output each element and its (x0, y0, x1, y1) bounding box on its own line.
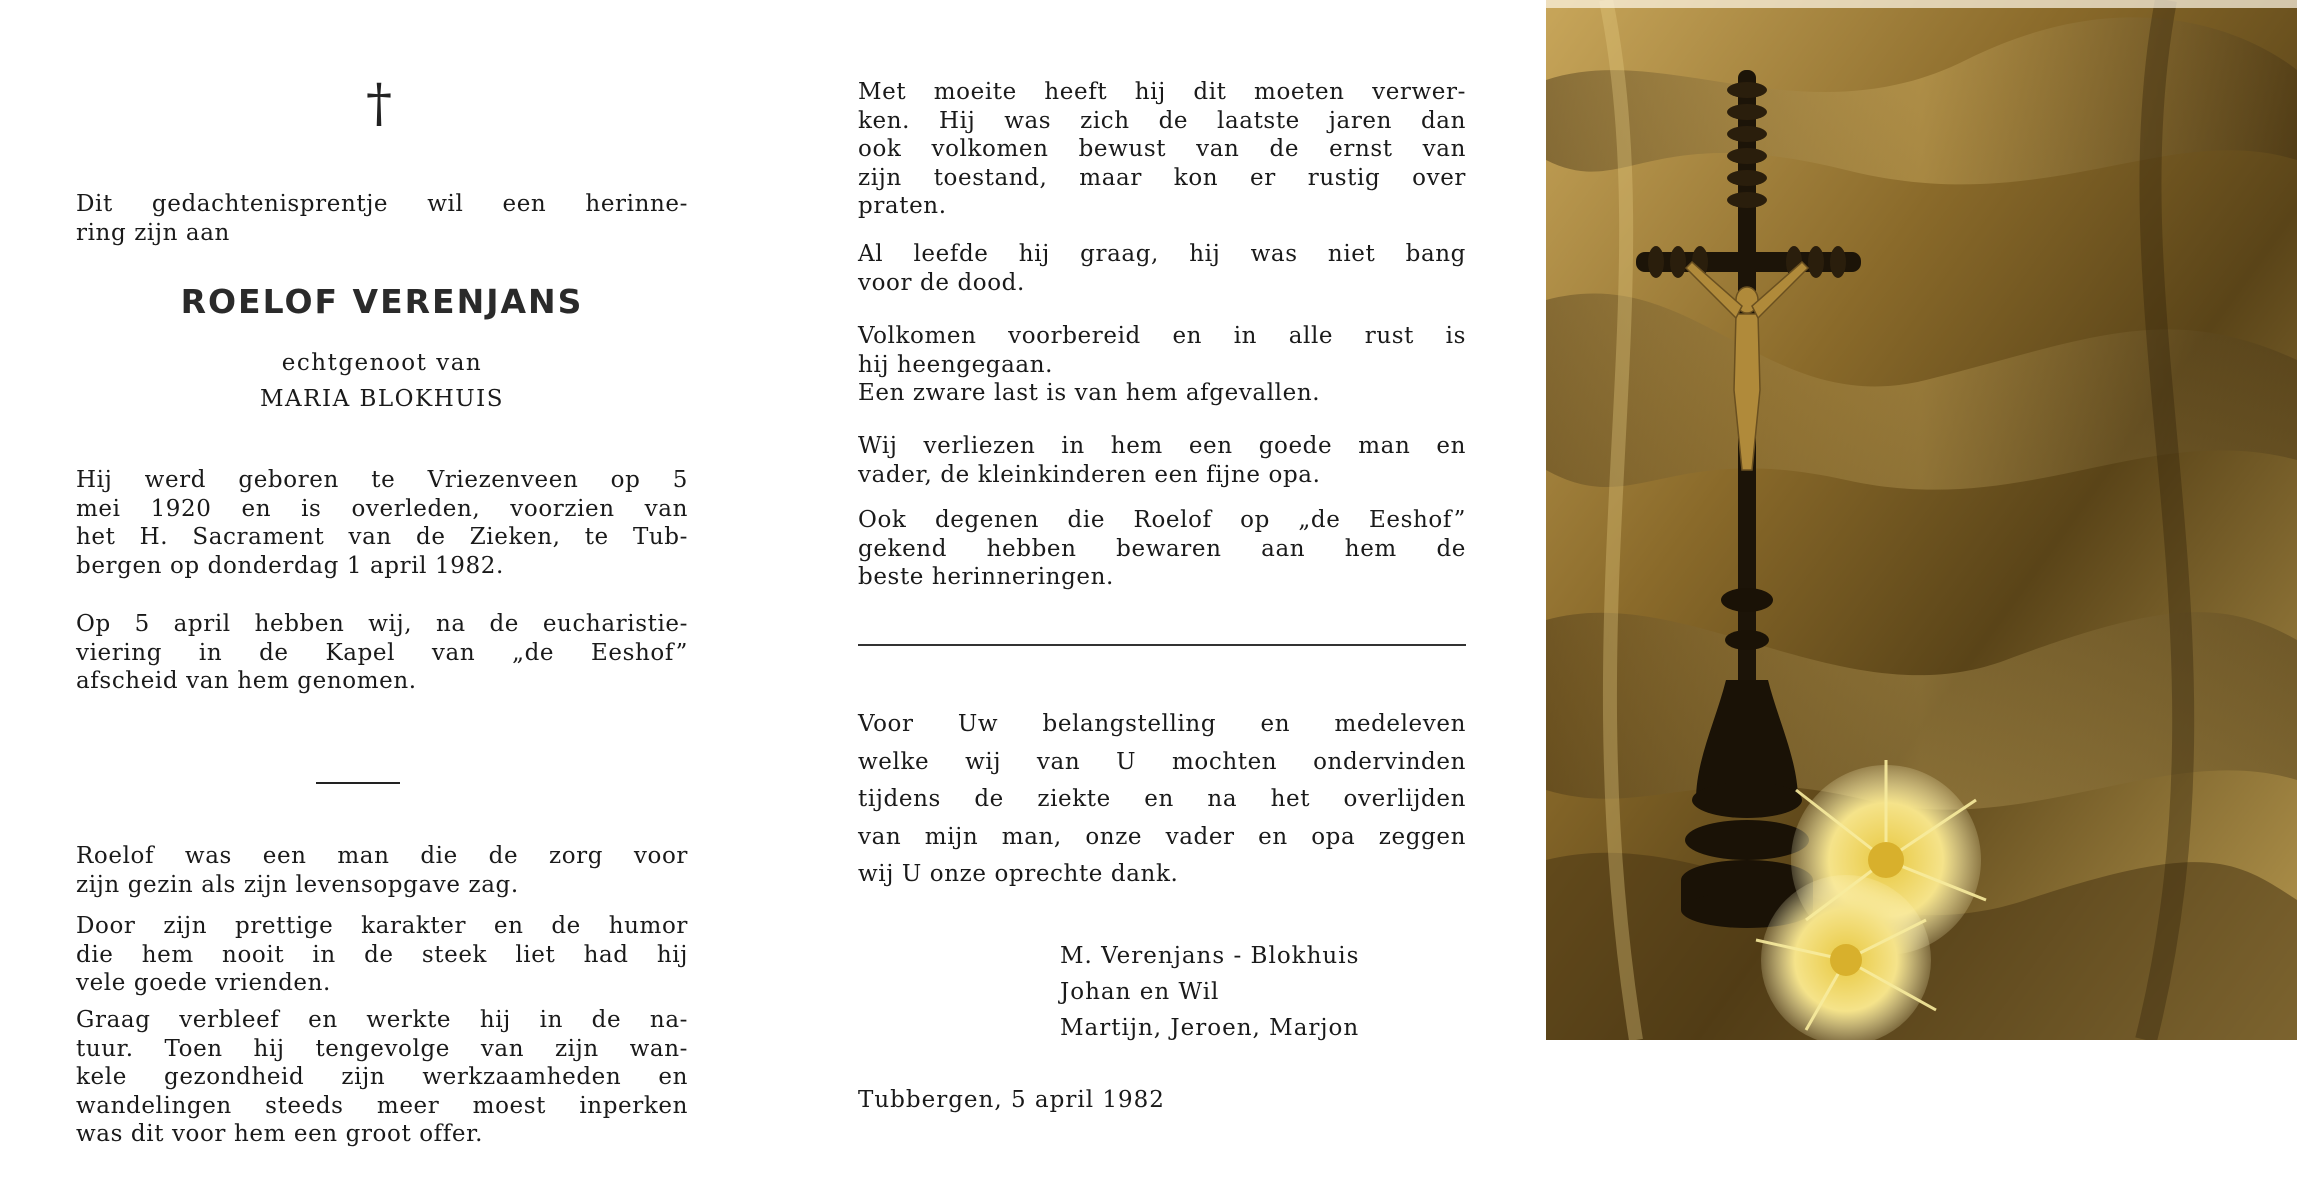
signature-line: Johan en Wil (1060, 979, 1220, 1005)
character-paragraph (76, 842, 688, 899)
signature-line: M. Verenjans - Blokhuis (1060, 943, 1360, 969)
text-line: kele gezondheid zijn werkzaamheden en (76, 1064, 688, 1090)
text-line: die hem nooit in de steek liet had hij (76, 941, 688, 968)
text-line: ring zijn aan (76, 219, 230, 246)
text-line: afscheid van hem genomen. (76, 668, 417, 694)
cross-symbol-icon: † (366, 74, 392, 134)
thanks-paragraph (858, 706, 1466, 894)
text-line: zijn toestand, maar kon er rustig over (858, 164, 1466, 191)
text-line: zijn gezin als zijn levensopgave zag. (76, 871, 519, 898)
text-line: vader, de kleinkinderen een fijne opa. (858, 461, 1321, 488)
farewell-paragraph (76, 610, 688, 696)
friends-paragraph (76, 912, 688, 998)
text-line: vele goede vrienden. (76, 970, 331, 996)
text-line: was dit voor hem een groot offer. (76, 1121, 484, 1147)
text-line: tijdens de ziekte en na het overlijden (858, 786, 1466, 812)
divider (858, 644, 1466, 646)
birth-paragraph (76, 466, 688, 580)
intro-paragraph (76, 190, 688, 247)
fearless-paragraph (858, 240, 1466, 297)
passing-paragraph (858, 322, 1466, 408)
crucifix-photo (1546, 0, 2297, 1040)
text-line: gekend hebben bewaren aan hem de (858, 535, 1466, 562)
crucifix-illustration (1546, 0, 2297, 1040)
text-line: tuur. Toen hij tengevolge van zijn wan- (76, 1035, 688, 1062)
text-line: Op 5 april hebben wij, na de eucharistie- (76, 611, 688, 637)
text-line: Ook degenen die Roelof op „de Eeshof” (858, 507, 1466, 533)
text-line: ook volkomen bewust van de ernst van (858, 136, 1466, 162)
deceased-name: ROELOF VERENJANS (180, 282, 584, 321)
text-line: Wij verliezen in hem een goede man en (858, 433, 1466, 459)
text-line: voor de dood. (858, 269, 1025, 296)
cross-beam (1636, 252, 1861, 272)
text-line: mei 1920 en is overleden, voorzien van (76, 495, 688, 522)
text-line: Al leefde hij graag, hij was niet bang (858, 241, 1466, 267)
text-line: Hij werd geboren te Vriezenveen op 5 (76, 467, 688, 493)
text-line: Dit gedachtenisprentje wil een herinne- (76, 191, 688, 217)
signature-line: Martijn, Jeroen, Marjon (1060, 1015, 1360, 1041)
place-date: Tubbergen, 5 april 1982 (858, 1087, 1165, 1113)
loss-paragraph (858, 432, 1466, 489)
text-line: bergen op donderdag 1 april 1982. (76, 552, 504, 579)
text-line: wij U onze oprechte dank. (858, 861, 1179, 887)
divider (316, 782, 400, 784)
text-line: hij heengegaan. (858, 351, 1054, 378)
text-line: praten. (858, 193, 947, 219)
text-line: welke wij van U mochten ondervinden (858, 748, 1466, 775)
text-line: Graag verbleef en werkte hij in de na- (76, 1007, 688, 1033)
spouse-label: echtgenoot van (281, 350, 483, 376)
text-line: wandelingen steeds meer moest inperken (76, 1092, 688, 1119)
text-line: ken. Hij was zich de laatste jaren dan (858, 107, 1466, 134)
text-line: van mijn man, onze vader en opa zeggen (858, 823, 1466, 850)
text-line: beste herinneringen. (858, 564, 1114, 590)
text-line: Roelof was een man die de zorg voor (76, 843, 688, 869)
memories-paragraph (858, 506, 1466, 592)
text-line: Een zware last is van hem afgevallen. (858, 380, 1321, 406)
text-line: het H. Sacrament van de Zieken, te Tub- (76, 524, 688, 550)
acceptance-paragraph (858, 78, 1466, 221)
text-line: Door zijn prettige karakter en de humor (76, 913, 688, 939)
text-line: Volkomen voorbereid en in alle rust is (858, 323, 1466, 349)
nature-paragraph (76, 1006, 688, 1149)
text-line: Met moeite heeft hij dit moeten verwer- (858, 79, 1466, 105)
spouse-name: MARIA BLOKHUIS (260, 386, 504, 412)
text-line: Voor Uw belangstelling en medeleven (858, 711, 1466, 737)
signature-block (1060, 938, 1440, 1046)
text-line: viering in de Kapel van „de Eeshof” (76, 639, 688, 666)
